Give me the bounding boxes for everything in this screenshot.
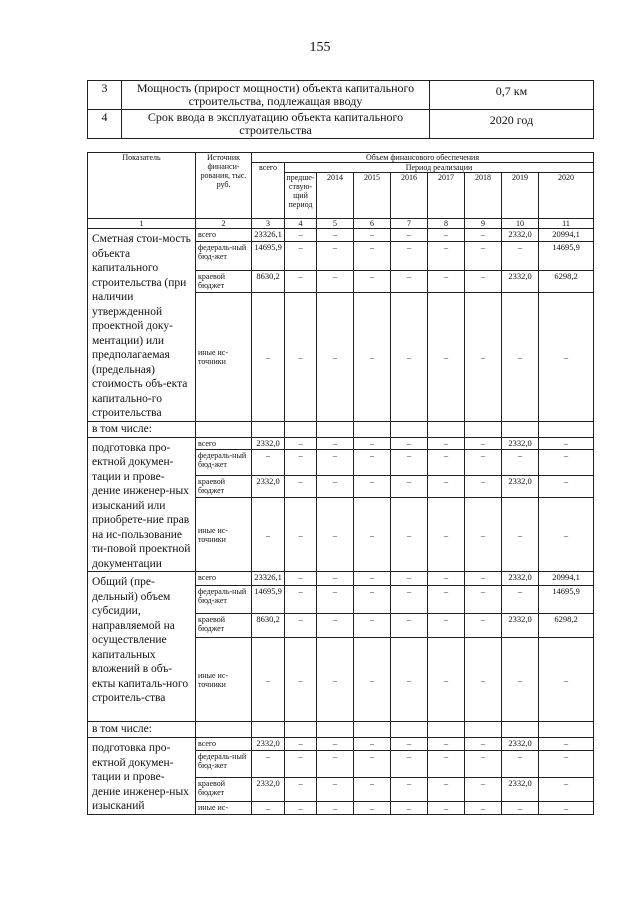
header-source: Источник финанси-рования, тыс. руб. bbox=[196, 153, 252, 219]
value-cell: – bbox=[465, 498, 502, 572]
value-cell: – bbox=[285, 750, 317, 778]
value-cell: – bbox=[317, 229, 354, 242]
source-label: краевой бюджет bbox=[196, 475, 252, 497]
value-cell: – bbox=[539, 292, 594, 421]
column-number: 1 bbox=[88, 219, 196, 229]
value-cell: – bbox=[391, 750, 428, 778]
value-cell: – bbox=[285, 242, 317, 271]
empty-cell bbox=[285, 421, 317, 437]
value-cell: – bbox=[354, 229, 391, 242]
value-cell: – bbox=[391, 292, 428, 421]
value-cell: – bbox=[465, 586, 502, 614]
value-cell: – bbox=[465, 778, 502, 801]
column-number: 3 bbox=[252, 219, 285, 229]
value-cell: – bbox=[428, 614, 465, 638]
source-label: иные ис-точники bbox=[196, 292, 252, 421]
value-cell: – bbox=[252, 801, 285, 814]
header-row-financing bbox=[88, 153, 594, 163]
indicator-label: подготовка про-ектной докумен-тации и прове-дение инженер-ных изысканий bbox=[88, 738, 196, 815]
header-total: всего bbox=[252, 163, 285, 219]
value-cell: – bbox=[354, 614, 391, 638]
empty-cell bbox=[539, 421, 594, 437]
value-cell: – bbox=[502, 801, 539, 814]
value-cell: – bbox=[465, 271, 502, 293]
value-cell: – bbox=[465, 750, 502, 778]
value-cell: – bbox=[285, 738, 317, 751]
value-cell: – bbox=[428, 778, 465, 801]
value-cell: – bbox=[354, 750, 391, 778]
value-cell: – bbox=[285, 271, 317, 293]
value-cell: – bbox=[465, 475, 502, 497]
info-row-value: 2020 год bbox=[430, 110, 594, 139]
empty-cell bbox=[391, 722, 428, 738]
value-cell: – bbox=[428, 449, 465, 475]
value-cell: – bbox=[285, 229, 317, 242]
value-cell: – bbox=[428, 475, 465, 497]
source-label: краевой бюджет bbox=[196, 271, 252, 293]
value-cell: – bbox=[465, 801, 502, 814]
value-cell: – bbox=[317, 271, 354, 293]
value-cell: – bbox=[252, 449, 285, 475]
value-cell: – bbox=[539, 778, 594, 801]
including-label: в том числе: bbox=[88, 722, 196, 738]
table-row bbox=[88, 738, 594, 751]
source-label: иные ис-точники bbox=[196, 638, 252, 722]
value-cell: – bbox=[428, 801, 465, 814]
value-cell: 6298,2 bbox=[539, 614, 594, 638]
value-cell: – bbox=[391, 271, 428, 293]
value-cell: 8630,2 bbox=[252, 271, 285, 293]
value-cell: – bbox=[539, 475, 594, 497]
including-label: в том числе: bbox=[88, 421, 196, 437]
value-cell: – bbox=[539, 498, 594, 572]
source-label: краевой бюджет bbox=[196, 614, 252, 638]
info-row-number: 4 bbox=[88, 110, 122, 139]
value-cell: – bbox=[465, 638, 502, 722]
value-cell: – bbox=[285, 572, 317, 586]
value-cell: 2332,0 bbox=[502, 437, 539, 449]
value-cell: – bbox=[465, 572, 502, 586]
header-financing-volume: Объем финансового обеспечения bbox=[252, 153, 594, 163]
value-cell: – bbox=[252, 498, 285, 572]
column-number: 2 bbox=[196, 219, 252, 229]
value-cell: – bbox=[285, 778, 317, 801]
value-cell: – bbox=[391, 614, 428, 638]
value-cell: – bbox=[354, 475, 391, 497]
value-cell: – bbox=[391, 801, 428, 814]
value-cell: – bbox=[354, 738, 391, 751]
column-number: 6 bbox=[354, 219, 391, 229]
value-cell: – bbox=[317, 738, 354, 751]
object-info-table bbox=[87, 80, 594, 139]
value-cell: – bbox=[539, 638, 594, 722]
value-cell: – bbox=[317, 572, 354, 586]
including-row bbox=[88, 722, 594, 738]
value-cell: – bbox=[252, 750, 285, 778]
value-cell: – bbox=[317, 750, 354, 778]
column-number: 11 bbox=[539, 219, 594, 229]
value-cell: 14695,9 bbox=[539, 586, 594, 614]
value-cell: – bbox=[285, 586, 317, 614]
value-cell: – bbox=[285, 292, 317, 421]
header-year: 2018 bbox=[465, 173, 502, 219]
source-label: иные ис-точники bbox=[196, 498, 252, 572]
value-cell: – bbox=[465, 242, 502, 271]
info-row-value: 0,7 км bbox=[430, 81, 594, 110]
value-cell: 2332,0 bbox=[502, 271, 539, 293]
value-cell: – bbox=[502, 638, 539, 722]
value-cell: – bbox=[317, 449, 354, 475]
value-cell: 6298,2 bbox=[539, 271, 594, 293]
value-cell: – bbox=[502, 498, 539, 572]
value-cell: – bbox=[428, 638, 465, 722]
empty-cell bbox=[354, 421, 391, 437]
value-cell: – bbox=[354, 437, 391, 449]
value-cell: – bbox=[465, 738, 502, 751]
value-cell: – bbox=[502, 750, 539, 778]
empty-cell bbox=[252, 722, 285, 738]
header-year: 2015 bbox=[354, 173, 391, 219]
value-cell: – bbox=[391, 778, 428, 801]
value-cell: – bbox=[465, 437, 502, 449]
value-cell: 2332,0 bbox=[502, 229, 539, 242]
value-cell: – bbox=[391, 638, 428, 722]
value-cell: 2332,0 bbox=[502, 572, 539, 586]
header-indicator: Показатель bbox=[88, 153, 196, 219]
empty-cell bbox=[428, 421, 465, 437]
value-cell: – bbox=[285, 437, 317, 449]
value-cell: – bbox=[317, 638, 354, 722]
value-cell: – bbox=[391, 242, 428, 271]
value-cell: – bbox=[539, 738, 594, 751]
value-cell: – bbox=[428, 586, 465, 614]
source-label: иные ис- bbox=[196, 801, 252, 814]
value-cell: – bbox=[391, 229, 428, 242]
value-cell: – bbox=[285, 475, 317, 497]
empty-cell bbox=[317, 722, 354, 738]
value-cell: – bbox=[465, 229, 502, 242]
column-number: 4 bbox=[285, 219, 317, 229]
value-cell: – bbox=[354, 271, 391, 293]
value-cell: – bbox=[391, 449, 428, 475]
value-cell: – bbox=[539, 750, 594, 778]
value-cell: – bbox=[391, 738, 428, 751]
value-cell: 20994,1 bbox=[539, 572, 594, 586]
value-cell: 2332,0 bbox=[252, 738, 285, 751]
financing-table bbox=[87, 152, 594, 815]
value-cell: – bbox=[391, 498, 428, 572]
value-cell: – bbox=[354, 242, 391, 271]
value-cell: – bbox=[428, 292, 465, 421]
value-cell: – bbox=[252, 638, 285, 722]
column-number: 5 bbox=[317, 219, 354, 229]
value-cell: 23326,1 bbox=[252, 229, 285, 242]
source-label: федераль-ный бюд-жет bbox=[196, 449, 252, 475]
column-number: 10 bbox=[502, 219, 539, 229]
value-cell: – bbox=[317, 778, 354, 801]
value-cell: – bbox=[317, 475, 354, 497]
value-cell: – bbox=[465, 292, 502, 421]
table-row bbox=[88, 229, 594, 242]
page-number: 155 bbox=[309, 40, 331, 55]
value-cell: 2332,0 bbox=[502, 475, 539, 497]
value-cell: 8630,2 bbox=[252, 614, 285, 638]
empty-cell bbox=[317, 421, 354, 437]
value-cell: – bbox=[428, 271, 465, 293]
value-cell: 2332,0 bbox=[252, 778, 285, 801]
header-year: 2017 bbox=[428, 173, 465, 219]
value-cell: 23326,1 bbox=[252, 572, 285, 586]
empty-cell bbox=[502, 421, 539, 437]
empty-cell bbox=[502, 722, 539, 738]
source-label: федераль-ный бюд-жет bbox=[196, 586, 252, 614]
value-cell: 14695,9 bbox=[539, 242, 594, 271]
indicator-label: Общий (пре-дельный) объем субсидии, направляемой на осуществление капитальных вложений в объ-екты капиталь-ного строитель-ства bbox=[88, 572, 196, 722]
value-cell: – bbox=[502, 449, 539, 475]
header-year: 2016 bbox=[391, 173, 428, 219]
info-row-text: Срок ввода в эксплуатацию объекта капитального строительства bbox=[122, 110, 430, 139]
source-label: всего bbox=[196, 229, 252, 242]
value-cell: 2332,0 bbox=[252, 437, 285, 449]
value-cell: – bbox=[285, 614, 317, 638]
source-label: федераль-ный бюд-жет bbox=[196, 242, 252, 271]
column-number-row bbox=[88, 219, 594, 229]
value-cell: – bbox=[354, 801, 391, 814]
value-cell: – bbox=[539, 801, 594, 814]
header-previous-period: предше-ствую-щий период bbox=[285, 173, 317, 219]
value-cell: – bbox=[539, 449, 594, 475]
value-cell: – bbox=[428, 738, 465, 751]
indicator-label: Сметная стои-мость объекта капитального строительства (при наличии утвержденной проектной доку-ментации) или предполагаемая (предельная) стоимость объ-екта капитально-го строительства bbox=[88, 229, 196, 422]
value-cell: – bbox=[391, 572, 428, 586]
value-cell: – bbox=[428, 498, 465, 572]
info-row-text: Мощность (прирост мощности) объекта капитального строительства, подлежащая вводу bbox=[122, 81, 430, 110]
info-row-commissioning-date bbox=[88, 110, 594, 139]
value-cell: 2332,0 bbox=[252, 475, 285, 497]
value-cell: – bbox=[317, 242, 354, 271]
empty-cell bbox=[539, 722, 594, 738]
source-label: федераль-ный бюд-жет bbox=[196, 750, 252, 778]
value-cell: 2332,0 bbox=[502, 778, 539, 801]
including-row bbox=[88, 421, 594, 437]
source-label: всего bbox=[196, 572, 252, 586]
value-cell: – bbox=[428, 437, 465, 449]
value-cell: – bbox=[465, 449, 502, 475]
column-number: 8 bbox=[428, 219, 465, 229]
value-cell: – bbox=[317, 586, 354, 614]
value-cell: 2332,0 bbox=[502, 614, 539, 638]
source-label: краевой бюджет bbox=[196, 778, 252, 801]
info-row-number: 3 bbox=[88, 81, 122, 110]
value-cell: – bbox=[354, 638, 391, 722]
empty-cell bbox=[428, 722, 465, 738]
value-cell: – bbox=[317, 437, 354, 449]
header-year: 2020 bbox=[539, 173, 594, 219]
value-cell: 14695,9 bbox=[252, 242, 285, 271]
value-cell: – bbox=[391, 437, 428, 449]
value-cell: – bbox=[285, 498, 317, 572]
table-row bbox=[88, 437, 594, 449]
value-cell: – bbox=[428, 242, 465, 271]
source-label: всего bbox=[196, 437, 252, 449]
column-number: 7 bbox=[391, 219, 428, 229]
value-cell: – bbox=[465, 614, 502, 638]
value-cell: – bbox=[285, 638, 317, 722]
header-year: 2019 bbox=[502, 173, 539, 219]
value-cell: 2332,0 bbox=[502, 738, 539, 751]
value-cell: – bbox=[502, 292, 539, 421]
value-cell: – bbox=[285, 801, 317, 814]
value-cell: – bbox=[252, 292, 285, 421]
value-cell: 14695,9 bbox=[252, 586, 285, 614]
value-cell: – bbox=[391, 475, 428, 497]
empty-cell bbox=[354, 722, 391, 738]
value-cell: – bbox=[539, 437, 594, 449]
value-cell: – bbox=[317, 498, 354, 572]
value-cell: – bbox=[317, 292, 354, 421]
empty-cell bbox=[465, 421, 502, 437]
info-row-capacity bbox=[88, 81, 594, 110]
value-cell: – bbox=[354, 292, 391, 421]
value-cell: – bbox=[428, 229, 465, 242]
header-year: 2014 bbox=[317, 173, 354, 219]
value-cell: – bbox=[428, 750, 465, 778]
value-cell: – bbox=[502, 586, 539, 614]
empty-cell bbox=[196, 421, 252, 437]
empty-cell bbox=[196, 722, 252, 738]
value-cell: – bbox=[317, 614, 354, 638]
value-cell: – bbox=[285, 449, 317, 475]
header-period: Период реализации bbox=[285, 163, 594, 173]
value-cell: – bbox=[317, 801, 354, 814]
empty-cell bbox=[465, 722, 502, 738]
value-cell: – bbox=[502, 242, 539, 271]
value-cell: – bbox=[354, 586, 391, 614]
value-cell: – bbox=[354, 778, 391, 801]
indicator-label: подготовка про-ектной докумен-тации и прове-дение инженер-ных изысканий или приобрете-ние прав на ис-пользование ти-повой проектной документации bbox=[88, 437, 196, 572]
value-cell: 20994,1 bbox=[539, 229, 594, 242]
empty-cell bbox=[252, 421, 285, 437]
empty-cell bbox=[391, 421, 428, 437]
value-cell: – bbox=[428, 572, 465, 586]
value-cell: – bbox=[354, 449, 391, 475]
value-cell: – bbox=[354, 498, 391, 572]
empty-cell bbox=[285, 722, 317, 738]
value-cell: – bbox=[354, 572, 391, 586]
column-number: 9 bbox=[465, 219, 502, 229]
source-label: всего bbox=[196, 738, 252, 751]
table-row bbox=[88, 572, 594, 586]
value-cell: – bbox=[391, 586, 428, 614]
